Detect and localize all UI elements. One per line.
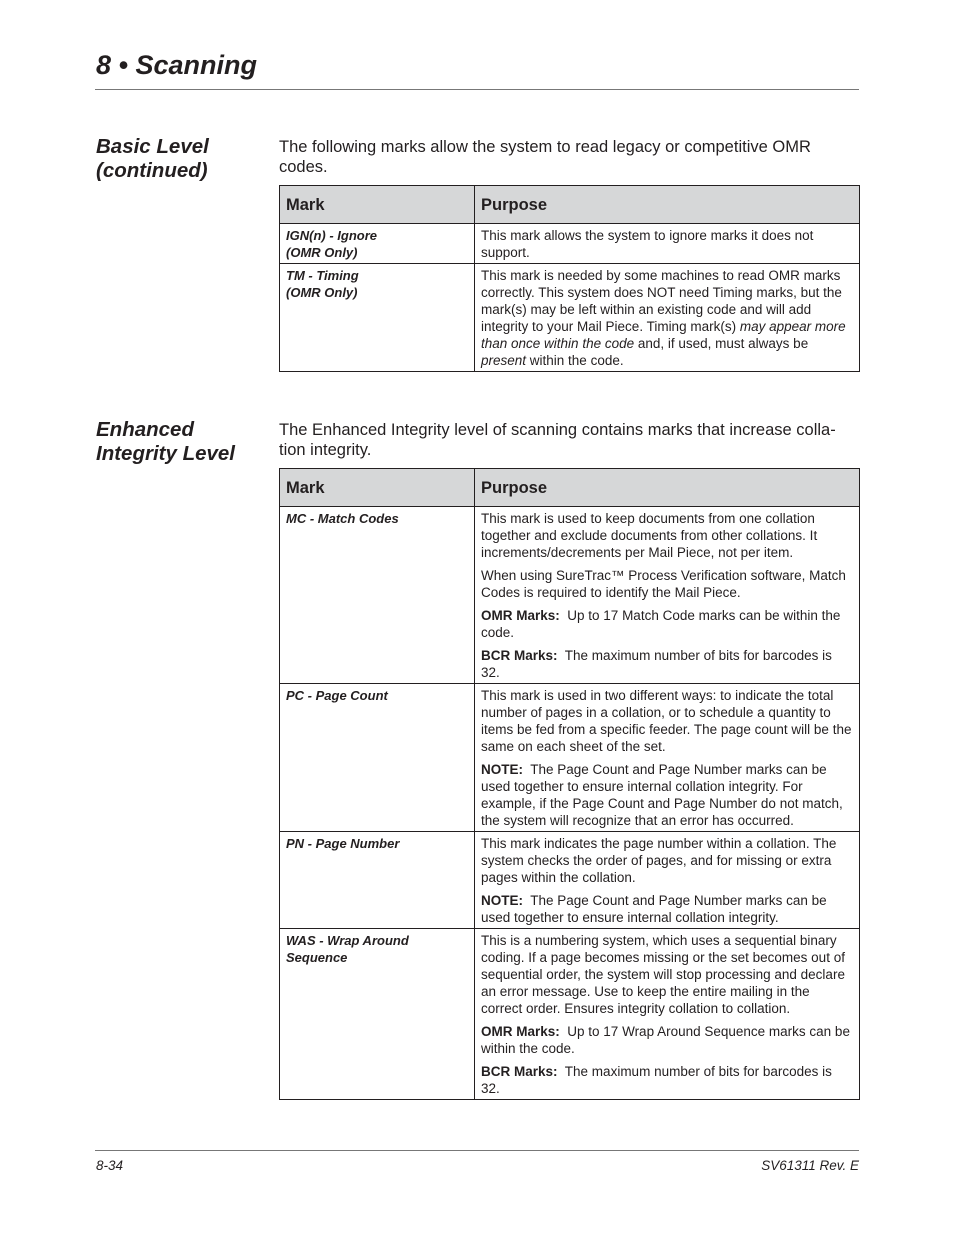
purpose-note (481, 892, 853, 926)
note-text: The Page Count and Page Number marks can be used together to ensure internal collation integrity. (481, 893, 827, 925)
purpose-text: This mark allows the system to ignore marks it does not support. (481, 228, 814, 260)
mark-qualifier: (OMR Only) (286, 245, 358, 260)
mark-name: PC - Page Count (286, 688, 388, 703)
basic-heading-line1: Basic Level (96, 135, 209, 158)
table-row (280, 684, 860, 832)
purpose-text-part: within the code. (526, 353, 624, 368)
mark-name: TM - Timing (286, 268, 359, 283)
table-header-row (280, 469, 860, 507)
mark-qualifier: (OMR Only) (286, 285, 358, 300)
col-header-mark: Mark (280, 186, 475, 224)
purpose-cell (475, 264, 860, 372)
mark-cell (280, 684, 475, 832)
enhanced-level-heading (96, 418, 266, 466)
note-label: BCR Marks: (481, 1064, 558, 1079)
enhanced-heading-line1: Enhanced (96, 418, 194, 441)
mark-name: IGN(n) - Ignore (286, 228, 377, 243)
purpose-cell (475, 507, 860, 684)
document-id: SV61311 Rev. E (761, 1158, 859, 1173)
mark-cell (280, 929, 475, 1100)
note-label: BCR Marks: (481, 648, 558, 663)
note-label: OMR Marks: (481, 1024, 560, 1039)
note-label: NOTE: (481, 762, 523, 777)
footer-rule (95, 1150, 859, 1151)
basic-intro: The following marks allow the system to read legacy or competitive OMR codes. (279, 138, 811, 176)
table-row (280, 264, 860, 372)
page-number: 8-34 (96, 1158, 124, 1173)
mark-cell (280, 832, 475, 929)
table-row (280, 507, 860, 684)
purpose-text: When using SureTrac™ Process Verification software, Match Codes is required to identify the Mail Piece. (481, 568, 846, 600)
note-label: OMR Marks: (481, 608, 560, 623)
purpose-text-part: and, if used, must always be (634, 336, 809, 351)
purpose-note (481, 761, 853, 829)
purpose-cell (475, 929, 860, 1100)
mark-name: PN - Page Number (286, 836, 400, 851)
purpose-text: This mark is used in two different ways: to indicate the total number of pages in a collation, or to schedule a quantity to items be fed from a specific feeder. The page count will be the same on each sheet of the set. (481, 688, 852, 754)
basic-heading-line2: (continued) (96, 159, 208, 182)
mark-qualifier: Sequence (286, 950, 348, 965)
table-header-row (280, 186, 860, 224)
basic-marks-table (279, 185, 860, 372)
purpose-note (481, 1063, 853, 1097)
basic-level-heading (96, 135, 266, 183)
enhanced-heading-line2: Integrity Level (96, 442, 235, 465)
header-rule (95, 89, 859, 90)
note-text: The maximum number of bits for barcodes is 32. (481, 1064, 832, 1096)
note-text: Up to 17 Wrap Around Sequence marks can be within the code. (481, 1024, 850, 1056)
table-row (280, 832, 860, 929)
mark-name: MC - Match Codes (286, 511, 399, 526)
note-text: Up to 17 Match Code marks can be within the code. (481, 608, 841, 640)
mark-cell (280, 507, 475, 684)
purpose-emphasis: present (481, 353, 527, 368)
table-row (280, 224, 860, 264)
chapter-title: 8 • Scanning (96, 50, 257, 80)
purpose-cell (475, 832, 860, 929)
mark-cell (280, 264, 475, 372)
purpose-cell (475, 224, 860, 264)
purpose-text: This mark indicates the page number within a collation. The system checks the order of pages, and for missing or extra pages within the collation. (481, 836, 837, 885)
purpose-cell (475, 684, 860, 832)
purpose-text-part: This mark is needed by some machines to read OMR marks correctly. This system does NOT need Timing marks, but the mark(s) may be left within an existing code and will add integrity to your Mail Piece. Timing mark(s) (481, 268, 842, 334)
note-text: The Page Count and Page Number marks can be used together to ensure internal collation integrity. For example, if the Page Count and Page Number do not match, the system will recognize that an error has occurred. (481, 762, 843, 828)
purpose-note (481, 647, 853, 681)
enhanced-marks-table (279, 468, 860, 1100)
mark-cell (280, 224, 475, 264)
enhanced-intro: The Enhanced Integrity level of scanning contains marks that increase colla-tion integrity. (279, 421, 836, 459)
table-row (280, 929, 860, 1100)
col-header-purpose: Purpose (475, 469, 860, 507)
mark-name: WAS - Wrap Around (286, 933, 409, 948)
purpose-text: This mark is used to keep documents from one collation together and exclude documents from other collations. It increments/decrements per Mail Piece, not per item. (481, 511, 818, 560)
col-header-mark: Mark (280, 469, 475, 507)
note-text: The maximum number of bits for barcodes is 32. (481, 648, 832, 680)
purpose-note (481, 1023, 853, 1057)
note-label: NOTE: (481, 893, 523, 908)
purpose-text (481, 267, 853, 369)
purpose-text: This is a numbering system, which uses a sequential binary coding. If a page becomes missing or the set becomes out of sequential order, the system will stop processing and declare an error message. Use to keep the entire mailing in the correct order. Ensures integrity collation to collation. (481, 933, 845, 1016)
purpose-emphasis: may appear more than once within the code (481, 319, 846, 351)
purpose-note (481, 607, 853, 641)
col-header-purpose: Purpose (475, 186, 860, 224)
